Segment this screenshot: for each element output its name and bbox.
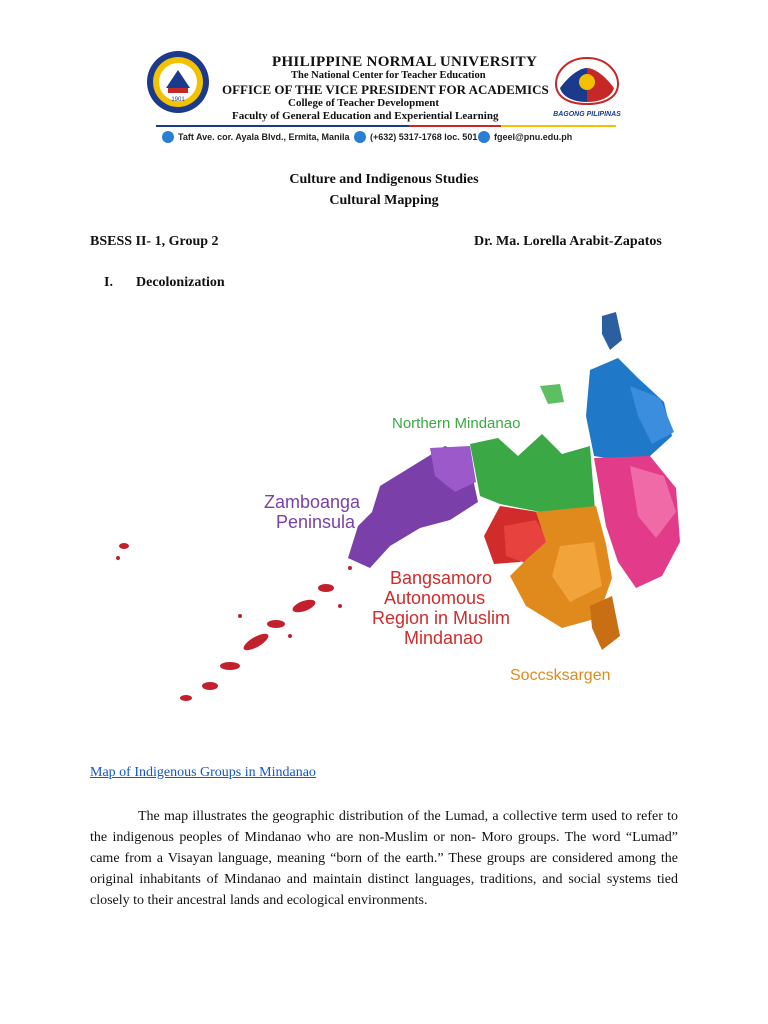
phone-block (354, 131, 477, 143)
group-label: BSESS II- 1, Group 2 (90, 234, 219, 249)
university-tagline: The National Center for Teacher Education (291, 70, 486, 81)
email-icon (478, 131, 490, 143)
course-title: Culture and Indigenous Studies (289, 172, 479, 187)
section-title: Decolonization (136, 275, 225, 290)
document-subtitle: Cultural Mapping (329, 193, 439, 208)
address-text: Taft Ave. cor. Ayala Blvd., Ermita, Manila (178, 132, 350, 142)
paragraph-text: The map illustrates the geographic distribution of the Lumad, a collective term used to refer to the indigenous peoples of Mindanao who are non-Muslim or non- Moro groups. The word “Lumad” came from a Visayan language, meaning “born of the earth.” These groups are considered among the original inhabitants of Mindanao and maintain distinct languages, traditions, and social systems tied closely to their ancestral lands and ecological environments. (90, 809, 678, 908)
university-name: PHILIPPINE NORMAL UNIVERSITY (272, 54, 538, 70)
label-zamboanga: Zamboanga (264, 492, 361, 512)
phone-text: (+632) 5317-1768 loc. 501 (370, 132, 478, 142)
map-islands-sulu (116, 543, 352, 701)
seal-year: 1901 (171, 97, 185, 103)
office-name: OFFICE OF THE VICE PRESIDENT FOR ACADEMICS (222, 82, 549, 97)
college-name: College of Teacher Development (288, 97, 440, 109)
label-region-in-muslim: Region in Muslim (372, 608, 511, 628)
pnu-seal-logo (146, 50, 210, 114)
map-region-northern-mindanao (470, 434, 595, 516)
email-text: fgeel@pnu.edu.ph (494, 132, 573, 142)
section-number: I. (104, 275, 113, 290)
label-northern-mindanao: Northern Mindanao (392, 415, 521, 432)
header-divider (156, 125, 616, 127)
email-block (478, 131, 572, 143)
professor-name: Dr. Ma. Lorella Arabit-Zapatos (474, 234, 662, 249)
address-block (162, 131, 350, 143)
body-paragraph (90, 806, 678, 911)
label-mindanao: Mindanao (404, 628, 484, 648)
label-peninsula: Peninsula (276, 512, 356, 532)
label-soccsksargen: Soccsksargen (510, 667, 611, 684)
faculty-name: Faculty of General Education and Experiential Learning (232, 110, 499, 122)
label-autonomous: Autonomous (384, 588, 486, 608)
location-pin-icon (162, 131, 174, 143)
mindanao-indigenous-groups-map (90, 306, 680, 730)
phone-icon (354, 131, 366, 143)
bagong-pilipinas-logo (552, 54, 622, 120)
bagong-pilipinas-text: BAGONG PILIPINAS (553, 111, 621, 118)
label-bangsamoro: Bangsamoro (390, 568, 493, 588)
map-caption-link[interactable]: Map of Indigenous Groups in Mindanao (90, 765, 316, 780)
